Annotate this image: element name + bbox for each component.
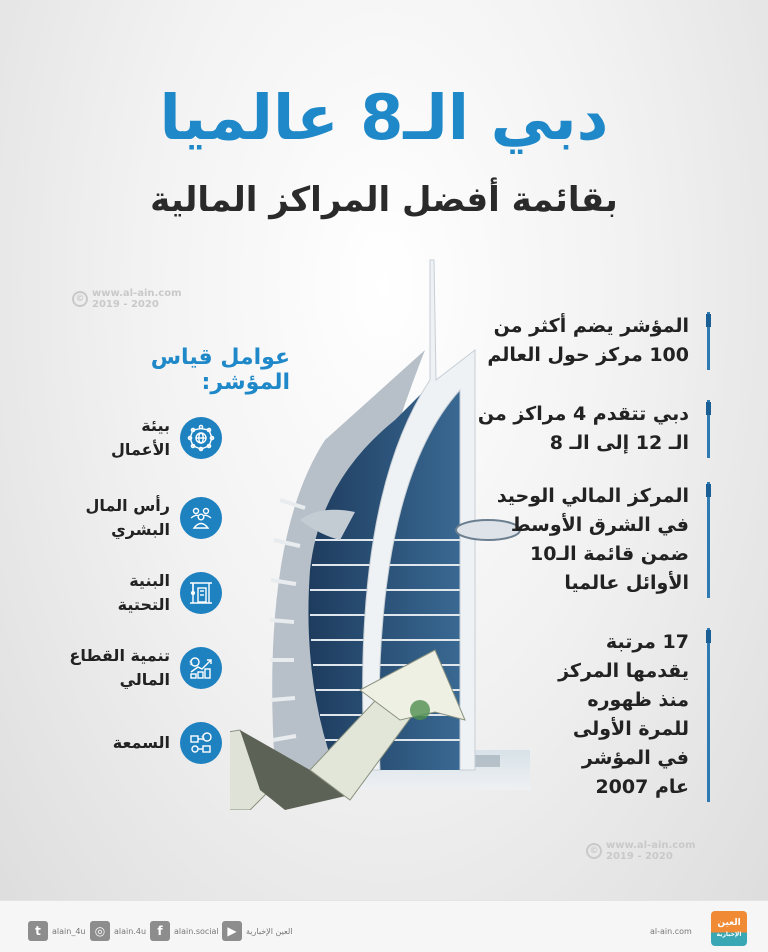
factor-label: تنمية القطاع — [69, 646, 170, 665]
watermark-url: www.al-ain.com — [606, 840, 696, 851]
social-instagram[interactable] — [90, 921, 146, 941]
statement-line: ضمن قائمة الـ10 — [530, 543, 689, 565]
statement-line: الأوائل عالميا — [564, 572, 689, 594]
factor-financial-sector — [60, 640, 235, 696]
statement-dubai-advance — [478, 400, 710, 458]
svg-text:$: $ — [201, 734, 205, 742]
factor-label: بيئة — [141, 416, 170, 435]
watermark-top — [72, 288, 182, 310]
logo-bottom-text: الإخبارية — [716, 930, 742, 938]
factors-title: عوامل قياس المؤشر: — [150, 345, 290, 395]
factor-label: رأس المال — [85, 496, 170, 515]
social-facebook[interactable] — [150, 921, 219, 941]
social-twitter[interactable] — [28, 921, 85, 941]
factor-infrastructure — [60, 565, 235, 621]
statement-index-size — [487, 312, 710, 370]
statement-line: 100 مركز حول العالم — [487, 344, 689, 366]
globe-network-icon — [180, 417, 222, 459]
statement-line: الـ 12 إلى الـ 8 — [549, 432, 689, 454]
social-handle[interactable]: alain.4u — [114, 926, 147, 936]
statement-middle-east — [497, 482, 710, 598]
instagram-icon[interactable]: ◎ — [90, 921, 110, 941]
copyright-icon: © — [72, 291, 88, 307]
copyright-icon: © — [586, 843, 602, 859]
statement-line: منذ ظهوره — [587, 689, 689, 711]
site-url[interactable]: al-ain.com — [650, 927, 692, 936]
social-youtube[interactable] — [222, 921, 293, 941]
page-subtitle: بقائمة أفضل المراكز المالية — [150, 180, 618, 220]
al-ain-logo[interactable] — [711, 911, 747, 946]
statement-line: 17 مرتبة — [605, 631, 689, 653]
people-group-icon — [180, 497, 222, 539]
statement-line: المركز المالي الوحيد — [496, 485, 689, 507]
factor-reputation — [60, 715, 235, 771]
footer-bar — [0, 900, 768, 952]
statement-line: المؤشر يضم أكثر من — [493, 315, 689, 337]
social-handle[interactable]: alain_4u — [52, 926, 86, 936]
factor-label: البشري — [111, 520, 170, 539]
statement-line: في المؤشر — [581, 747, 689, 769]
statement-line: للمرة الأولى — [572, 718, 689, 740]
watermark-url: www.al-ain.com — [92, 288, 182, 299]
factor-label: البنية — [129, 571, 170, 590]
statement-line: دبي تتقدم 4 مراكز من — [477, 403, 689, 425]
social-handle[interactable]: العين الإخبارية — [246, 926, 293, 936]
factor-label: التحتية — [117, 595, 170, 614]
factor-label: المالي — [119, 670, 170, 689]
reputation-network-icon — [180, 722, 222, 764]
watermark-bottom — [586, 840, 696, 862]
svg-text:$: $ — [189, 659, 193, 667]
twitter-icon[interactable]: t — [28, 921, 48, 941]
page-title: دبي الـ8 عالميا — [159, 81, 609, 154]
statement-line: في الشرق الأوسط — [510, 514, 689, 536]
statement-line: يقدمها المركز — [558, 660, 689, 682]
factor-human-capital — [60, 490, 235, 546]
statement-17-ranks — [558, 628, 710, 802]
facebook-icon[interactable]: f — [150, 921, 170, 941]
watermark-years: 2019 - 2020 — [606, 851, 673, 862]
crane-building-icon — [180, 572, 222, 614]
factor-label: السمعة — [112, 733, 170, 752]
logo-top-text: العين — [717, 917, 741, 928]
factor-label: الأعمال — [111, 440, 170, 459]
watermark-years: 2019 - 2020 — [92, 299, 159, 310]
growth-chart-icon — [180, 647, 222, 689]
social-handle[interactable]: alain.social — [174, 926, 219, 936]
factor-business-environment — [60, 410, 235, 466]
statement-line: عام 2007 — [595, 776, 689, 798]
burj-al-arab-illustration — [230, 250, 530, 810]
youtube-icon[interactable]: ▶ — [222, 921, 242, 941]
